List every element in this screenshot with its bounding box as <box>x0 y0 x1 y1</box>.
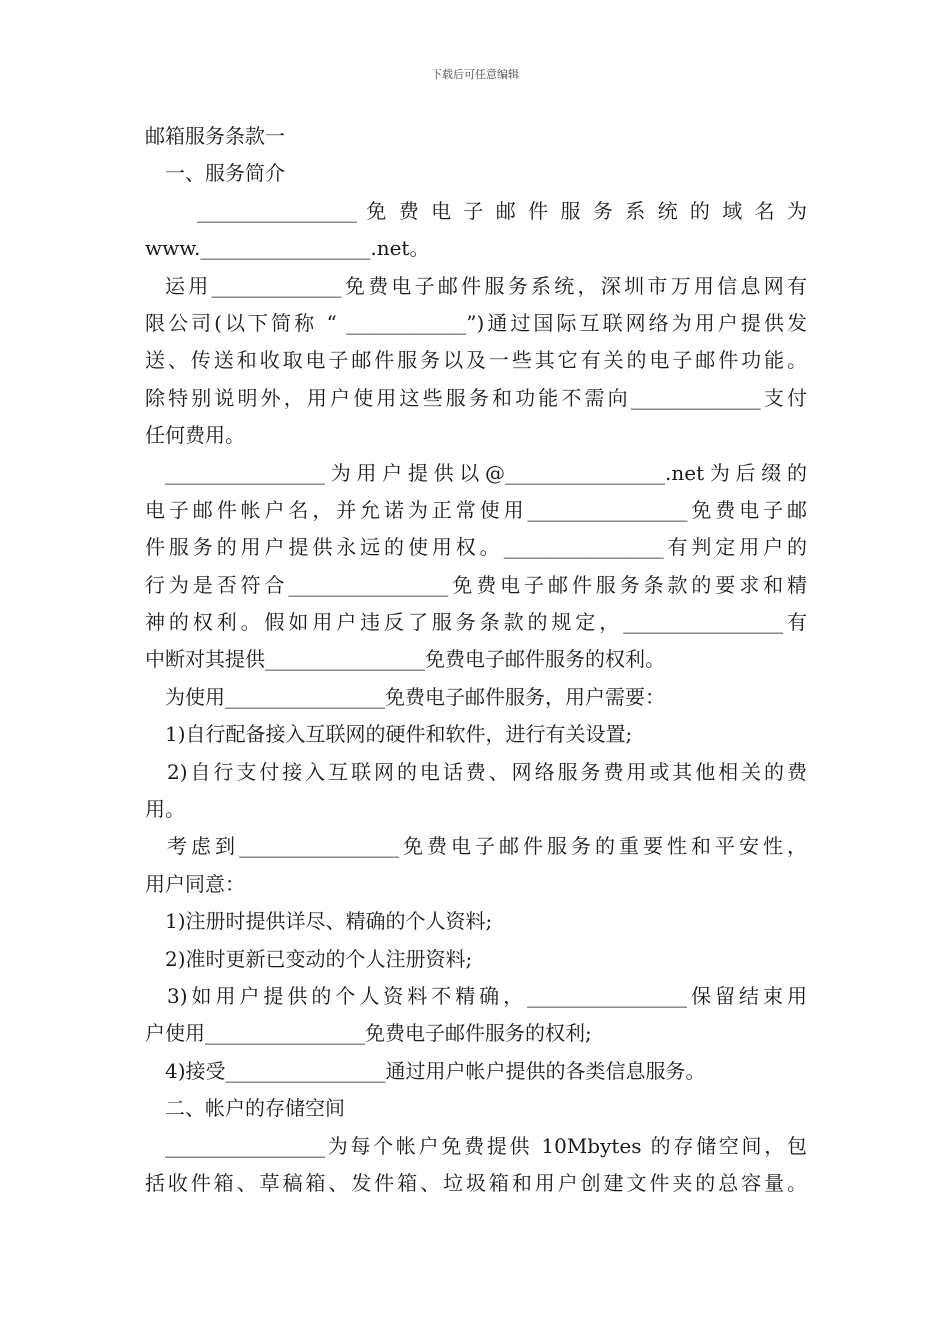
text-line: www._________________.net。 <box>145 236 430 261</box>
text-line: 考虑到________________免费电子邮件服务的重要性和平安性， <box>167 834 807 859</box>
text-line: ________________ 免 费 电 子 邮 件 服 务 系 统 的 域 名 为 <box>197 198 807 223</box>
text-line: 行为是否符合________________免费电子邮件服务条款的要求和精 <box>145 572 807 597</box>
list-item: 2)准时更新已变动的个人注册资料; <box>165 946 473 971</box>
text-line: 中断对其提供________________免费电子邮件服务的权利。 <box>145 647 665 672</box>
text-line: 为使用________________免费电子邮件服务，用户需要： <box>165 684 665 709</box>
list-item: 2)自行支付接入互联网的电话费、网络服务费用或其他相关的费 <box>167 759 807 784</box>
text-line: ________________为用户提供以@________________.net为后缀的 <box>165 460 807 485</box>
text-line: 括收件箱、草稿箱、发件箱、垃圾箱和用户创建文件夹的总容量。 <box>145 1170 807 1195</box>
text-line: ________________为每个帐户免费提供 10Mbytes 的存储空间，包 <box>165 1133 807 1158</box>
section-heading-1: 一、服务简介 <box>165 161 285 186</box>
text-line: 任何费用。 <box>145 423 245 448</box>
text-line: 送、传送和收取电子邮件服务以及一些其它有关的电子邮件功能。 <box>145 348 807 373</box>
text-line: 电子邮件帐户名，并允诺为正常使用________________免费电子邮 <box>145 497 807 522</box>
document-title: 邮箱服务条款一 <box>145 124 285 148</box>
list-item: 3)如用户提供的个人资料不精确，________________保留结束用 <box>167 983 807 1008</box>
text-line: 限公司(以下简称 “ ____________”)通过国际互联网络为用户提供发 <box>145 310 807 335</box>
text-line: 用。 <box>145 797 185 822</box>
list-item: 1)注册时提供详尽、精确的个人资料; <box>165 909 493 934</box>
text-line: 户使用________________免费电子邮件服务的权利; <box>145 1021 592 1046</box>
document-body <box>145 118 807 1202</box>
text-line: 神的权利。假如用户违反了服务条款的规定，________________有 <box>145 610 807 635</box>
text-line: 用户同意： <box>145 871 245 896</box>
list-item: 4)接受________________通过用户帐户提供的各类信息服务。 <box>165 1058 706 1083</box>
list-item: 1)自行配备接入互联网的硬件和软件，进行有关设置; <box>165 722 633 747</box>
page-header: 下载后可任意编辑 <box>431 68 519 81</box>
text-line: 除特别说明外，用户使用这些服务和功能不需向_____________支付 <box>145 385 807 410</box>
text-line: 件服务的用户提供永远的使用权。________________有判定用户的 <box>145 535 807 560</box>
text-line: 运用_____________免费电子邮件服务系统，深圳市万用信息网有 <box>165 273 807 298</box>
section-heading-2: 二、帐户的存储空间 <box>165 1096 345 1121</box>
